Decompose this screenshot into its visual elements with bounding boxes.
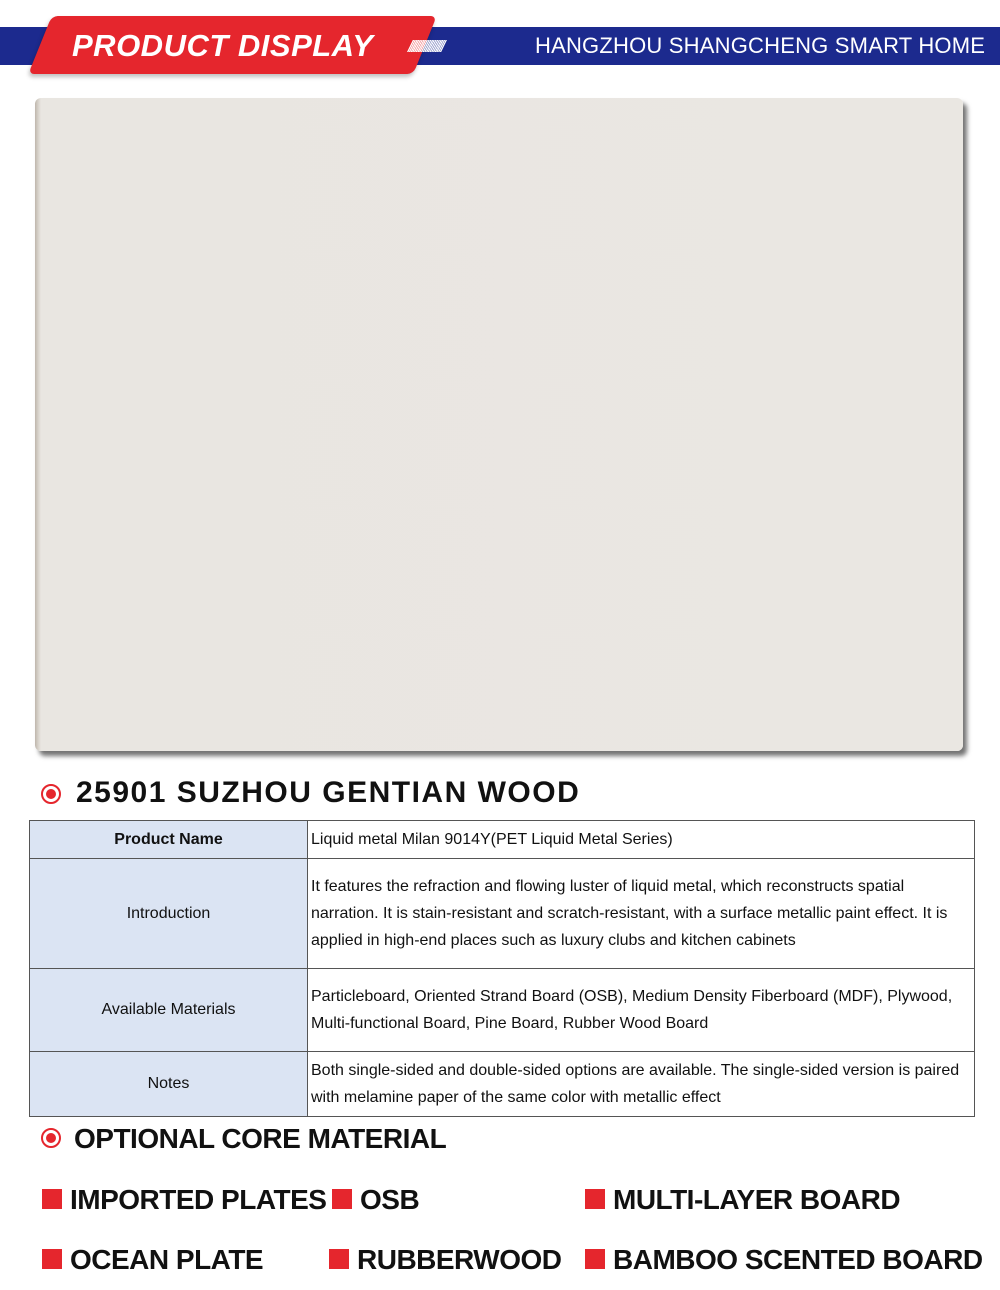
header-banner [0, 0, 1000, 80]
core-material-item [332, 1182, 419, 1218]
table-value-notes: Both single-sided and double-sided options are available. The single-sided version is paired with melamine paper of the same color with metallic effect [308, 1052, 975, 1117]
table-value-available-materials: Particleboard, Oriented Strand Board (OSB), Medium Density Fiberboard (MDF), Plywood, Multi-functional Board, Pine Board, Rubber Wood Board [308, 969, 975, 1052]
core-material-label: IMPORTED PLATES [70, 1184, 327, 1215]
table-row [30, 821, 975, 859]
core-material-label: OSB [360, 1184, 420, 1215]
core-material-item [42, 1242, 263, 1278]
product-swatch-image [35, 98, 963, 751]
core-material-label: BAMBOO SCENTED BOARD [613, 1244, 983, 1275]
red-square-icon [329, 1249, 349, 1269]
table-row [30, 1052, 975, 1117]
table-label-product-name: Product Name [30, 821, 308, 859]
table-row [30, 859, 975, 969]
company-name: HANGZHOU SHANGCHENG SMART HOME [535, 33, 986, 58]
table-value-introduction: It features the refraction and flowing luster of liquid metal, which reconstructs spatial narration. It is stain-resistant and scratch-resistant, with a surface metallic paint effect. It is applied in high-end places such as luxury clubs and kitchen cabinets [308, 859, 975, 969]
target-bullet-icon [41, 784, 61, 804]
table-label-notes: Notes [30, 1052, 308, 1117]
red-square-icon [42, 1249, 62, 1269]
product-title: 25901 SUZHOU GENTIAN WOOD [76, 776, 581, 809]
core-material-item [585, 1182, 900, 1218]
core-material-item [329, 1242, 561, 1278]
red-square-icon [42, 1189, 62, 1209]
header-slash-decoration: //////////////////// [408, 37, 443, 56]
page-title: PRODUCT DISPLAY [72, 28, 374, 63]
spec-table [29, 820, 975, 1117]
table-row [30, 969, 975, 1052]
core-material-item [42, 1182, 326, 1218]
core-material-label: OCEAN PLATE [70, 1244, 264, 1275]
red-square-icon [332, 1189, 352, 1209]
table-label-available-materials: Available Materials [30, 969, 308, 1052]
target-bullet-icon [41, 1128, 61, 1148]
core-material-title: OPTIONAL CORE MATERIAL [74, 1123, 447, 1154]
core-material-label: MULTI-LAYER BOARD [613, 1184, 901, 1215]
core-material-label: RUBBERWOOD [357, 1244, 562, 1275]
core-material-item [585, 1242, 983, 1278]
red-square-icon [585, 1249, 605, 1269]
table-label-introduction: Introduction [30, 859, 308, 969]
table-value-product-name: Liquid metal Milan 9014Y(PET Liquid Metal Series) [308, 821, 975, 859]
red-square-icon [585, 1189, 605, 1209]
